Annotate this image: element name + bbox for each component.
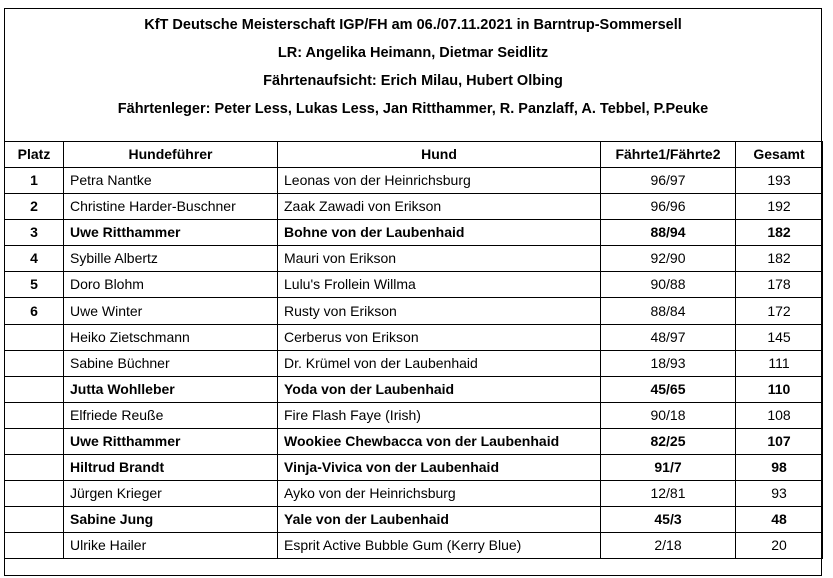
cell-place — [5, 324, 64, 350]
column-header-tracks: Fährte1/Fährte2 — [601, 142, 736, 168]
cell-handler: Ulrike Hailer — [64, 533, 278, 559]
cell-dog: Fire Flash Faye (Irish) — [278, 402, 601, 428]
cell-total: 193 — [736, 168, 823, 194]
cell-tracks: 82/25 — [601, 428, 736, 454]
cell-dog: Yale von der Laubenhaid — [278, 507, 601, 533]
cell-tracks: 2/18 — [601, 533, 736, 559]
cell-dog: Ayko von der Heinrichsburg — [278, 481, 601, 507]
cell-dog: Dr. Krümel von der Laubenhaid — [278, 350, 601, 376]
cell-dog: Leonas von der Heinrichsburg — [278, 168, 601, 194]
cell-tracks: 12/81 — [601, 481, 736, 507]
cell-handler: Uwe Ritthammer — [64, 220, 278, 246]
cell-handler: Sybille Albertz — [64, 246, 278, 272]
column-header-total: Gesamt — [736, 142, 823, 168]
cell-dog: Wookiee Chewbacca von der Laubenhaid — [278, 428, 601, 454]
cell-total: 111 — [736, 350, 823, 376]
cell-place — [5, 402, 64, 428]
cell-total: 107 — [736, 428, 823, 454]
event-title: KfT Deutsche Meisterschaft IGP/FH am 06./07.11.2021 in Barntrup-Sommersell — [144, 17, 682, 33]
cell-tracks: 45/65 — [601, 376, 736, 402]
table-row — [5, 168, 823, 194]
cell-dog: Bohne von der Laubenhaid — [278, 220, 601, 246]
cell-tracks: 88/94 — [601, 220, 736, 246]
cell-place — [5, 428, 64, 454]
cell-place — [5, 455, 64, 481]
column-header-handler: Hundeführer — [64, 142, 278, 168]
table-row — [5, 455, 823, 481]
cell-total: 178 — [736, 272, 823, 298]
table-row — [5, 246, 823, 272]
cell-place: 1 — [5, 168, 64, 194]
cell-tracks: 91/7 — [601, 455, 736, 481]
cell-handler: Sabine Jung — [64, 507, 278, 533]
cell-place: 6 — [5, 298, 64, 324]
cell-handler: Hiltrud Brandt — [64, 455, 278, 481]
table-row — [5, 376, 823, 402]
column-header-place: Platz — [5, 142, 64, 168]
cell-handler: Heiko Zietschmann — [64, 324, 278, 350]
cell-place — [5, 481, 64, 507]
table-row — [5, 272, 823, 298]
cell-handler: Uwe Ritthammer — [64, 428, 278, 454]
cell-tracks: 48/97 — [601, 324, 736, 350]
column-header-dog: Hund — [278, 142, 601, 168]
cell-total: 172 — [736, 298, 823, 324]
table-row — [5, 428, 823, 454]
cell-handler: Jürgen Krieger — [64, 481, 278, 507]
table-body — [5, 168, 823, 559]
cell-dog: Lulu's Frollein Willma — [278, 272, 601, 298]
cell-handler: Elfriede Reuße — [64, 402, 278, 428]
cell-tracks: 18/93 — [601, 350, 736, 376]
cell-total: 110 — [736, 376, 823, 402]
cell-tracks: 96/96 — [601, 194, 736, 220]
table-row — [5, 533, 823, 559]
table-row — [5, 298, 823, 324]
cell-place: 4 — [5, 246, 64, 272]
cell-place — [5, 533, 64, 559]
cell-total: 48 — [736, 507, 823, 533]
cell-place — [5, 350, 64, 376]
cell-handler: Jutta Wohlleber — [64, 376, 278, 402]
table-row — [5, 481, 823, 507]
cell-handler: Petra Nantke — [64, 168, 278, 194]
supervision-line: Fährtenaufsicht: Erich Milau, Hubert Olbing — [263, 73, 563, 89]
cell-dog: Rusty von Erikson — [278, 298, 601, 324]
cell-handler: Doro Blohm — [64, 272, 278, 298]
cell-place: 2 — [5, 194, 64, 220]
cell-tracks: 88/84 — [601, 298, 736, 324]
cell-total: 192 — [736, 194, 823, 220]
cell-handler: Christine Harder-Buschner — [64, 194, 278, 220]
cell-handler: Sabine Büchner — [64, 350, 278, 376]
cell-handler: Uwe Winter — [64, 298, 278, 324]
cell-tracks: 92/90 — [601, 246, 736, 272]
results-table — [4, 141, 823, 559]
cell-place: 5 — [5, 272, 64, 298]
cell-total: 145 — [736, 324, 823, 350]
cell-dog: Zaak Zawadi von Erikson — [278, 194, 601, 220]
cell-dog: Vinja-Vivica von der Laubenhaid — [278, 455, 601, 481]
cell-total: 182 — [736, 220, 823, 246]
tracklayers-line: Fährtenleger: Peter Less, Lukas Less, Jan Ritthammer, R. Panzlaff, A. Tebbel, P.Peuke — [117, 101, 709, 117]
cell-total: 108 — [736, 402, 823, 428]
cell-dog: Mauri von Erikson — [278, 246, 601, 272]
table-row — [5, 220, 823, 246]
table-row — [5, 402, 823, 428]
cell-total: 93 — [736, 481, 823, 507]
cell-total: 20 — [736, 533, 823, 559]
cell-tracks: 45/3 — [601, 507, 736, 533]
table-row — [5, 507, 823, 533]
cell-tracks: 96/97 — [601, 168, 736, 194]
cell-dog: Cerberus von Erikson — [278, 324, 601, 350]
cell-total: 98 — [736, 455, 823, 481]
table-row — [5, 324, 823, 350]
table-row — [5, 350, 823, 376]
cell-total: 182 — [736, 246, 823, 272]
judges-line: LR: Angelika Heimann, Dietmar Seidlitz — [277, 45, 549, 61]
cell-dog: Yoda von der Laubenhaid — [278, 376, 601, 402]
cell-dog: Esprit Active Bubble Gum (Kerry Blue) — [278, 533, 601, 559]
cell-place — [5, 376, 64, 402]
table-header-row — [5, 142, 823, 168]
cell-tracks: 90/18 — [601, 402, 736, 428]
cell-place: 3 — [5, 220, 64, 246]
cell-tracks: 90/88 — [601, 272, 736, 298]
cell-place — [5, 507, 64, 533]
table-row — [5, 194, 823, 220]
